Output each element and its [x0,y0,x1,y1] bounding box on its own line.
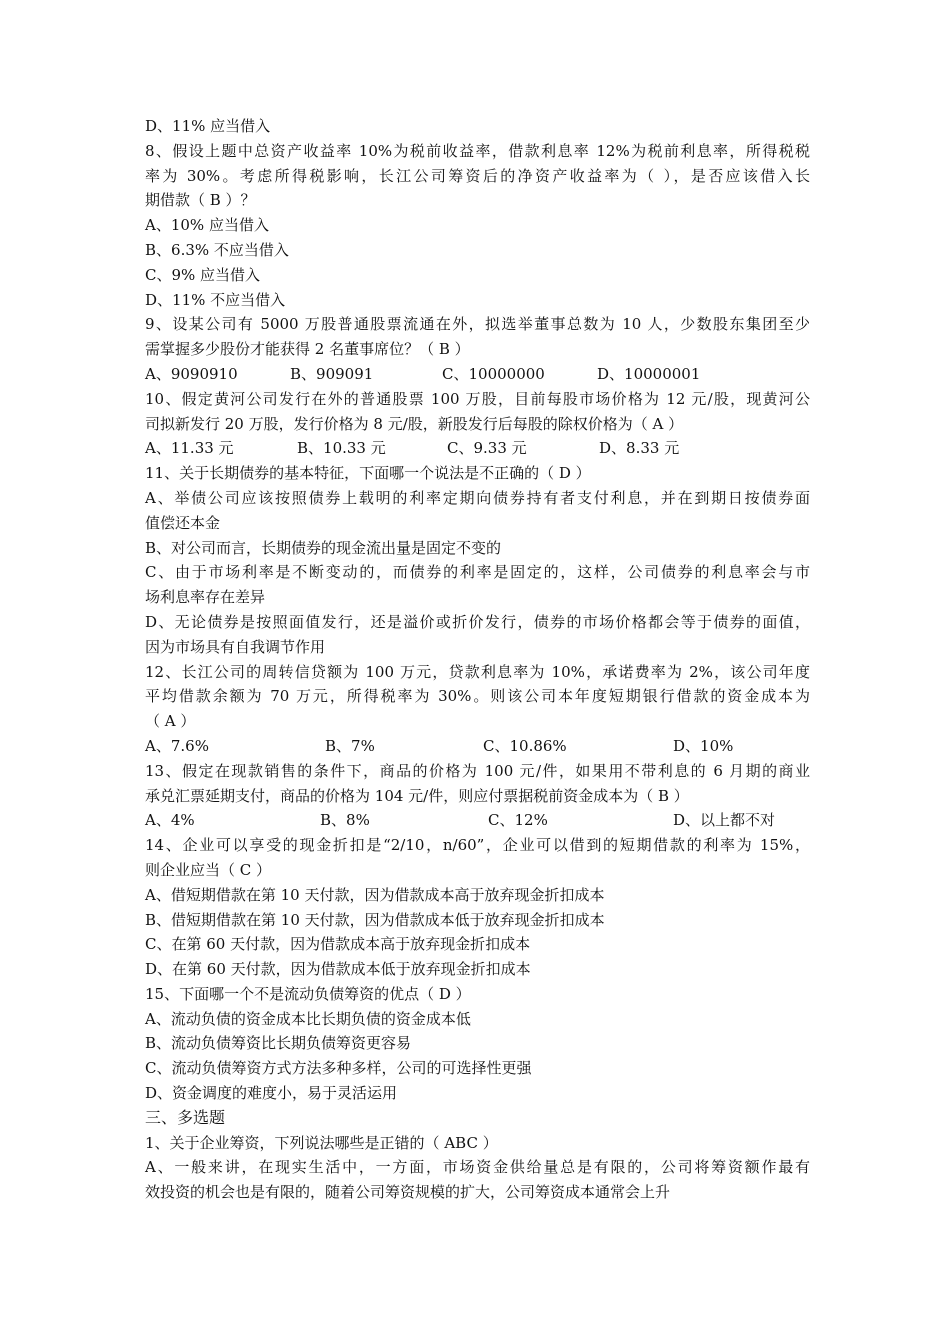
question-14-line-1: 14、企业可以享受的现金折扣是“2/10，n/60”，企业可以借到的短期借款的利率为 15%， [145,836,810,855]
option-b: B、对公司而言，长期债券的现金流出量是固定不变的 [145,538,502,557]
option-b: B、10.33 元 [297,439,386,458]
question-10-line-1: 10、假定黄河公司发行在外的普通股票 100 万股，目前每股市场价格为 12 元/股，现黄河公 [145,389,810,408]
option-a-line-2: 效投资的机会也是有限的，随着公司筹资规模的扩大，公司筹资成本通常会上升 [145,1183,671,1202]
option-a: A、10% 应当借入 [145,216,269,235]
question-10-options [145,436,810,461]
question-9-line-2: 需掌握多少股份才能获得 2 名董事席位？（ B ） [145,340,470,359]
option-c: C、10000000 [442,364,545,383]
option-d: D、10% [673,736,734,755]
option-a-line-1: A、举债公司应该按照债券上载明的利率定期向债券持有者支付利息，并在到期日按债券面 [145,488,810,507]
option-c: C、在第 60 天付款，因为借款成本高于放弃现金折扣成本 [145,935,531,954]
option-b: B、909091 [290,364,374,383]
option-d: D、以上都不对 [673,811,776,830]
option-d-line-1: D、无论债券是按照面值发行，还是溢价或折价发行，债券的市场价格都会等于债券的面值， [145,612,810,631]
option-b: B、8% [320,811,370,830]
question-13-line-1: 13、假定在现款销售的条件下，商品的价格为 100 元/件，如果用不带利息的 6 月期的商业 [145,761,810,780]
option-d: D、在第 60 天付款，因为借款成本低于放弃现金折扣成本 [145,960,531,979]
option-d: D、资金调度的难度小，易于灵活运用 [145,1084,398,1103]
document-page [145,114,810,1205]
option-b: B、流动负债筹资比长期负债筹资更容易 [145,1034,412,1053]
question-12-options [145,734,810,759]
text-line: D、11% 应当借入 [145,117,271,135]
question-12-line-1: 12、长江公司的周转信贷额为 100 万元，贷款利息率为 10%，承诺费率为 2%，该公司年度 [145,662,810,681]
option-a-line-1: A、一般来讲，在现实生活中，一方面，市场资金供给量总是有限的，公司将筹资额作最有 [145,1158,810,1177]
option-d-line-2: 因为市场具有自我调节作用 [145,637,326,656]
option-d: D、8.33 元 [599,439,680,458]
section-heading: 三、多选题 [145,1107,226,1127]
option-c: C、流动负债筹资方式方法多种多样，公司的可选择性更强 [145,1059,532,1078]
question-10-line-2: 司拟新发行 20 万股，发行价格为 8 元/股，新股发行后每股的除权价格为（ A ） [145,414,684,433]
option-b: B、6.3% 不应当借入 [145,240,289,259]
question-9-options [145,362,810,387]
option-c: C、9.33 元 [447,439,527,458]
option-a-line-2: 值偿还本金 [145,513,221,532]
option-b: B、7% [325,736,375,755]
option-a: A、借短期借款在第 10 天付款，因为借款成本高于放弃现金折扣成本 [145,885,605,904]
option-d: D、11% 不应当借入 [145,290,286,309]
option-c-line-1: C、由于市场利率是不断变动的，而债券的利率是固定的，这样，公司债券的利息率会与市 [145,563,810,582]
question-8-line-2: 率为 30%。考虑所得税影响，长江公司筹资后的净资产收益率为（ ），是否应该借入长 [145,166,810,185]
question-12-line-2: 平均借款余额为 70 万元，所得税率为 30%。则该公司本年度短期银行借款的资金成本为 [145,687,810,706]
question-8-line-1: 8、假设上题中总资产收益率 10%为税前收益率，借款利息率 12%为税前利息率，所得税税 [145,141,810,160]
option-c: C、10.86% [483,736,567,755]
question-13-options [145,808,810,833]
question-9-line-1: 9、设某公司有 5000 万股普通股票流通在外，拟选举董事总数为 10 人，少数股东集团至少 [145,315,810,334]
question-13-line-2: 承兑汇票延期支付，商品的价格为 104 元/件，则应付票据税前资金成本为（ B ） [145,786,689,805]
option-c: C、12% [488,811,548,830]
multi-question-1: 1、关于企业筹资，下列说法哪些是正错的（ ABC ） [145,1133,498,1152]
question-15: 15、下面哪一个不是流动负债筹资的优点（ D ） [145,984,471,1003]
option-b: B、借短期借款在第 10 天付款，因为借款成本低于放弃现金折扣成本 [145,910,605,929]
question-12-line-3: （ A ） [145,712,196,731]
option-a: A、9090910 [145,364,238,383]
option-a: A、流动负债的资金成本比长期负债的资金成本低 [145,1009,471,1028]
option-a: A、4% [145,811,195,830]
option-a: A、7.6% [145,736,209,755]
option-c: C、9% 应当借入 [145,265,261,284]
question-8-line-3: 期借款（ B ）？ [145,191,256,210]
question-14-line-2: 则企业应当（ C ） [145,860,272,879]
option-a: A、11.33 元 [145,439,234,458]
option-c-line-2: 场利息率存在差异 [145,588,266,607]
option-d: D、10000001 [597,364,701,383]
question-11-line-1: 11、关于长期债券的基本特征，下面哪一个说法是不正确的（ D ） [145,464,591,483]
